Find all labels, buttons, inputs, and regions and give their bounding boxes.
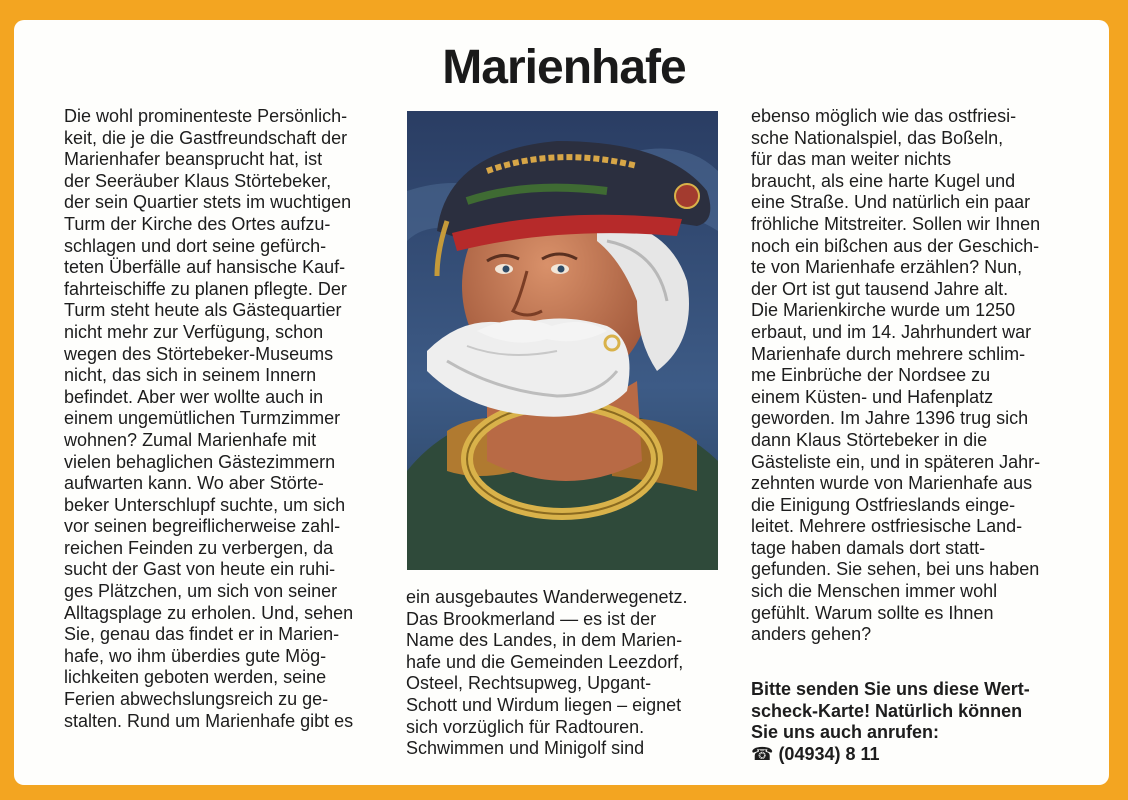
text-line: Die Marienkirche wurde um 1250	[751, 300, 1016, 321]
text-line: wohnen? Zumal Marienhafe mit	[64, 429, 317, 450]
text-line: Turm steht heute als Gästequartier	[64, 300, 342, 321]
text-line: einem ungemütlichen Turmzimmer	[64, 408, 341, 429]
text-line: sich vorzüglich für Radtouren.	[406, 716, 645, 737]
text-line: geworden. Im Jahre 1396 trug sich	[751, 408, 1029, 429]
text-line: Schwimmen und Minigolf sind	[406, 738, 645, 759]
text-line: noch ein bißchen aus der Geschich-	[751, 235, 1040, 256]
text-column-left	[64, 106, 353, 732]
text-line: stalten. Rund um Marienhafe gibt es	[64, 710, 354, 731]
text-line: tage haben damals dort statt-	[751, 537, 986, 558]
text-line: hafe und die Gemeinden Leezdorf,	[406, 651, 684, 672]
phone-icon: ☎	[751, 743, 774, 764]
text-line: Gästeliste ein, und in späteren Jahr-	[751, 451, 1041, 472]
text-line: sucht der Gast von heute ein ruhi-	[64, 559, 336, 580]
text-line: Osteel, Rechtsupweg, Upgant-	[406, 673, 652, 694]
text-line: ges Plätzchen, um sich von seiner	[64, 581, 338, 602]
text-line: fahrteischiffe zu planen pflegte. Der	[64, 278, 347, 299]
portrait-image-stoertebeker	[407, 111, 718, 570]
text-line: für das man weiter nichts	[751, 149, 952, 170]
text-line: gefunden. Sie sehen, bei uns haben	[751, 559, 1040, 580]
text-line: Name des Landes, in dem Marien-	[406, 630, 683, 651]
text-line: einem Küsten- und Hafenplatz	[751, 386, 994, 407]
text-line: fröhliche Mitstreiter. Sollen wir Ihnen	[751, 213, 1041, 234]
text-line: der Ort ist gut tausend Jahre alt.	[751, 278, 1009, 299]
cta-line: scheck-Karte! Natürlich können	[751, 700, 1023, 721]
text-line: zehnten wurde von Marienhafe aus	[751, 473, 1033, 494]
text-line: Die wohl prominenteste Persönlich-	[64, 106, 348, 126]
text-line: erbaut, und im 14. Jahrhundert war	[751, 321, 1032, 342]
text-line: Schott und Wirdum liegen – eignet	[406, 694, 682, 715]
text-line: sich die Menschen immer wohl	[751, 581, 998, 602]
text-line: me Einbrüche der Nordsee zu	[751, 365, 991, 386]
text-line: Alltagsplage zu erholen. Und, sehen	[64, 602, 354, 623]
text-line: lichkeiten geboten werden, seine	[64, 667, 327, 688]
text-line: vor seinen begreiflicherweise zahl-	[64, 516, 341, 537]
text-line: teten Überfälle auf hansische Kauf-	[64, 257, 346, 278]
cta-line: Bitte senden Sie uns diese Wert-	[751, 679, 1030, 699]
text-line: vielen behaglichen Gästezimmern	[64, 451, 336, 472]
text-line: Ferien abwechslungsreich zu ge-	[64, 689, 329, 710]
text-line: leitet. Mehrere ostfriesische Land-	[751, 516, 1023, 537]
text-line: die Einigung Ostfrieslands einge-	[751, 494, 1016, 515]
phone-line	[751, 744, 1030, 766]
text-line: wegen des Störtebeker-Museums	[64, 343, 334, 364]
text-column-middle	[406, 587, 688, 760]
text-line: anders gehen?	[751, 624, 872, 645]
text-line: keit, die je die Gastfreundschaft der	[64, 127, 348, 148]
text-line: ebenso möglich wie das ostfriesi-	[751, 106, 1017, 126]
text-line: Marienhafer beansprucht hat, ist	[64, 149, 323, 170]
cta-line: Sie uns auch anrufen:	[751, 722, 940, 743]
text-line: braucht, als eine harte Kugel und	[751, 170, 1016, 191]
text-line: Das Brookmerland — es ist der	[406, 608, 657, 629]
text-line: reichen Feinden zu verbergen, da	[64, 537, 334, 558]
call-to-action	[751, 679, 1030, 765]
text-line: gefühlt. Warum sollte es Ihnen	[751, 602, 994, 623]
text-line: hafe, wo ihm überdies gute Mög-	[64, 645, 327, 666]
text-line: befindet. Aber wer wollte auch in	[64, 386, 324, 407]
text-line: te von Marienhafe erzählen? Nun,	[751, 257, 1023, 278]
text-line: beker Unterschlupf suchte, um sich	[64, 494, 346, 515]
text-line: sche Nationalspiel, das Boßeln,	[751, 127, 1004, 148]
text-line: der Seeräuber Klaus Störtebeker,	[64, 170, 332, 191]
text-line: aufwarten kann. Wo aber Störte-	[64, 473, 324, 494]
text-line: nicht, das sich in seinem Innern	[64, 365, 317, 386]
page-title: Marienhafe	[442, 41, 686, 94]
text-line: nicht mehr zur Verfügung, schon	[64, 321, 324, 342]
text-column-right	[751, 106, 1040, 646]
cta-text	[751, 679, 1030, 744]
text-line: der sein Quartier stets im wuchtigen	[64, 192, 352, 213]
text-line: Turm der Kirche des Ortes aufzu-	[64, 213, 331, 234]
text-line: ein ausgebautes Wanderwegenetz.	[406, 587, 688, 607]
text-line: schlagen und dort seine gefürch-	[64, 235, 327, 256]
text-line: Marienhafe durch mehrere schlim-	[751, 343, 1026, 364]
text-line: eine Straße. Und natürlich ein paar	[751, 192, 1031, 213]
text-line: Sie, genau das findet er in Marien-	[64, 624, 340, 645]
phone-number: (04934) 8 11	[778, 743, 880, 764]
text-line: dann Klaus Störtebeker in die	[751, 429, 988, 450]
